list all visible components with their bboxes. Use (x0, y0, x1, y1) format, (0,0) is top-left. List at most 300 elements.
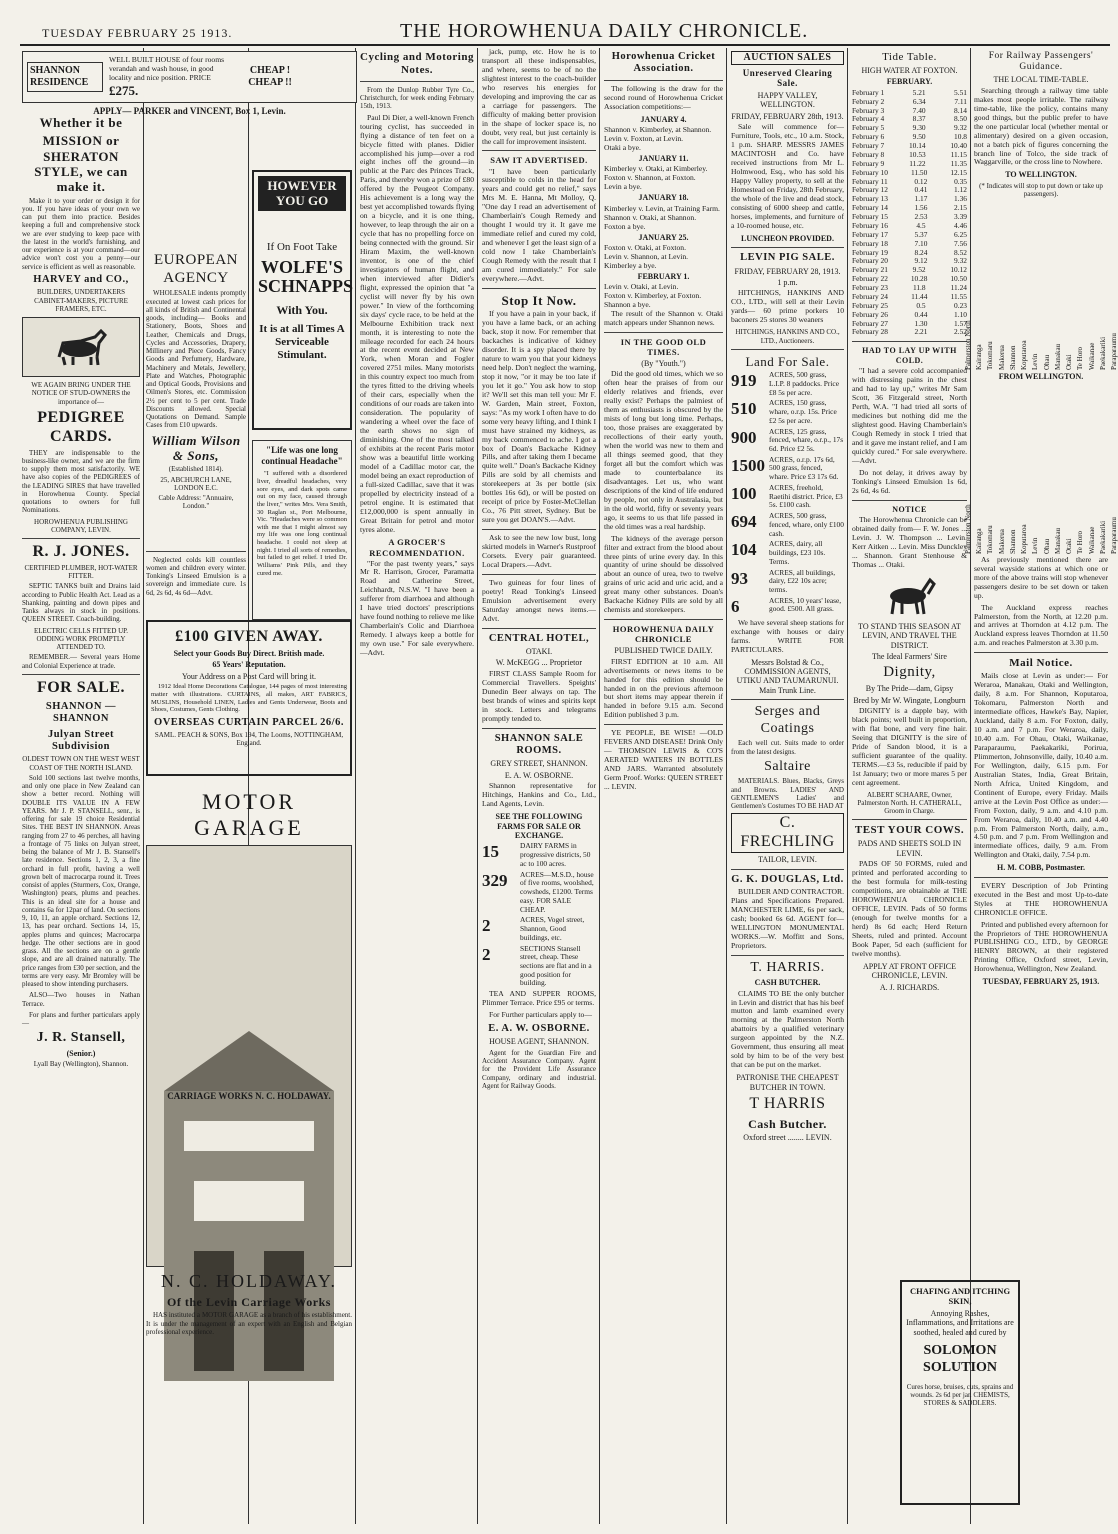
tide-cell: 10.40 (950, 141, 967, 151)
harris-body: CLAIMS TO BE the only butcher in Levin and district that has his beef mutton and lamb examined every morning at the Palmerston North abattoirs by a qualified veterinary surgeon appointed by the N.Z. Government, thus ensuring all meat sold by him to be of the very best that can be put on the market. (731, 988, 844, 1070)
tide-cell: February 25 (852, 300, 888, 310)
land-desc: ACRES, 125 grass, fenced, whare, o.r.p., 17s 6d. Price £2 5s. (769, 426, 844, 453)
tide-cell: February 21 (852, 265, 888, 275)
tide-cell: February 18 (852, 238, 888, 248)
grocer-body: "For the past twenty years," says Mr R. Harrison, Grocer, Paramatta Road and Catherine Street, Leichhardt, N.S.W. "I have been a sufferer from diarrhoea and although I have tried doctors' prescriptions have found nothing to relieve me like Chamberlain's Colic and Diarrhoea Remedy. I always keep a bottle for my own use." For sale everywhere.—Advt. (360, 558, 474, 658)
fixture-line: JANUARY 25. (638, 232, 689, 242)
newspaper-title: THE HOROWHENUA DAILY CHRONICLE. (400, 20, 809, 42)
tonking-advt: Two guineas for four lines of poetry! Read Tonking's Linseed Emulsion advertisement every Saturday amongst news items.—Advt. (482, 577, 596, 623)
chronicle-title: HOROWHENUA DAILY CHRONICLE (612, 624, 715, 645)
tide-cell: 0.44 (914, 309, 928, 319)
jones-remember: REMEMBER.— Several years Home and Colonial Experience at trade. (22, 653, 140, 670)
tide-cell: 10.8 (954, 132, 967, 142)
pedigree-firm: HOROWHENUA PUBLISHING COMPANY, LEVIN. (34, 517, 128, 534)
rooms-item: 2 SECTIONS Stansell street, cheap. These sections are flat and in a good position for building. (482, 943, 592, 988)
rooms-foot: Agent for the Guardian Fire and Accident Assurance Company. Agent for the Provident Life Assurance Company, ordinary and industrial. Agent for Railway Goods. (482, 1048, 596, 1090)
tide-cell: 9.32 (954, 123, 967, 133)
headache-quote: "Life was one long continual Headache" (261, 445, 343, 466)
jones-body: SEPTIC TANKS built and Drains laid according to Public Health Act. Lead as a Shanking, painting and down pipes and Tanks always in stock in positions. QUEEN STREET. Coach-building. (22, 582, 140, 624)
land-desc: ACRES, freehold, Raetihi district. Price, £3 5s. £100 cash. (769, 482, 843, 510)
furniture-body: Make it to your order or design it for you. If you have ideas of your own we can put them into practice. Besides keeping a full and comprehensive stock we are ever studying to keep pace with the latest in the world's furnishing, and our experience is at your command—our advice won't cost you a penny—our service is efficient as well as reasonable. (22, 196, 140, 271)
rooms-title: SHANNON SALE ROOMS. (494, 732, 584, 757)
column-rule (847, 48, 848, 1524)
station-label: Manakau (1053, 527, 1062, 554)
tide-cell: 11.8 (912, 283, 926, 293)
hotel-title: CENTRAL HOTEL, (488, 632, 590, 644)
furniture-lead: Whether it be (39, 115, 123, 130)
from-wellington: FROM WELLINGTON. (998, 372, 1084, 382)
rail-auckland: The Auckland express reaches Palmerston, from the North, at 12.20 p.m. and arrives at Thorndon at 4.12 p.m. The Auckland express leaves Thorndon at 11.50 a.m. and reaches Palmerston at 3.30 p.m. (974, 602, 1108, 648)
dignity-name: Dignity, (883, 664, 936, 681)
station-label: Kairanga (975, 528, 983, 554)
cold-title: HAD TO LAY UP WITH COLD. (862, 346, 957, 365)
fixture-line: Shannon v. Kimberley, at Shannon. (604, 125, 712, 135)
schnapps-ad (252, 170, 352, 430)
tide-cell: 11.55 (950, 291, 967, 301)
tide-cell: 5.21 (912, 87, 926, 97)
tide-sub: HIGH WATER AT FOXTON. (861, 65, 958, 75)
saltaire-body: MATERIALS. Blues, Blacks, Greys and Browns. LADIES' AND GENTLEMEN'S Ladies' and Gentlemen's Costumes TO BE HAD AT (731, 777, 844, 811)
tide-cell: 10.53 (909, 149, 926, 159)
residence-price: £275. (109, 82, 139, 98)
station-label: Shannon (1008, 345, 1017, 371)
cheap-label: CHEAP ! CHEAP !! (248, 65, 292, 88)
tide-cell: February 20 (852, 256, 888, 266)
tide-cell: 10.28 (910, 274, 928, 284)
rooms-name: E. A. W. OSBORNE. (488, 1023, 590, 1035)
tide-cell: 0.35 (954, 176, 967, 186)
rooms-item: 2 ACRES, Vogel street, Shannon, Good buildings, etc. (482, 915, 585, 942)
tide-cell: February 28 (852, 327, 888, 337)
tide-cell: February 17 (852, 229, 888, 239)
solomon-foot: Cures horse, bruises, cuts, sprains and wounds. 2s 6d per jar. CHEMISTS, STORES & SADDLERS. (906, 1382, 1014, 1408)
station-label: Makerua (997, 528, 1006, 554)
station-label: Te Horo (1076, 347, 1085, 371)
station-label: Otaki (1065, 538, 1073, 554)
frechling-name: C. FRECHLING (731, 813, 844, 853)
cycling-body: Paul Di Dier, a well-known French touring cyclist, has succeeded in flying a distance of ten feet on a bicycle fitted with planes. Didier accomplished his jump—over a rod eight inches off the ground—in public at the Parc des Princes Track, Paris, and thereby won a prize of £80 offered by the Peugeot Company. His achievement is a long way the best yet accomplished towards flying on a bicycle, and it is one thing, however, to leap through the air on a cycle that has no propelling force on being connected with the ground. Sir Hiram Maxim, the well-known inventor, is one of the chief investigators of human flight, and when interviewed after Didier's flight, expressed the opinion that "a cyclist will never fly by his own power." In view of the forthcoming six days' cycle race, to be held at the Melbourne Exhibition track next month, it is interesting to note the mileage recorded for each 24 hours at the recent event decided at New York, when Moran and Fogler covered 2751 miles. Many motorists in this country expect too much from the tyres fitted to the driving wheels of their cars, especially when the conditions of our roads are taken into consideration. The popularity of wandering a wheel over the face of the earth shows no sign of diminishing. One of the most talked of exhibits at the recent Paris motor show was a beautiful little working model of a Cadillac motor car, the model being an exact reproduction of a full-sized Cadillac, save that it was propelled by electricity instead of a petrol engine. It is estimated that £12,000,000 is spent annually in Great Britain for petrol and motor tyres alone. (360, 112, 474, 534)
land-item (731, 399, 844, 425)
harvey-trades: BUILDERS, UNDERTAKERS CABINET-MAKERS, PICTURE FRAMERS, ETC. (34, 288, 128, 313)
pig-date: FRIDAY, FEBRUARY 28, 1913. (734, 266, 841, 276)
jones-sub: CERTIFIED PLUMBER, HOT-WATER FITTER. (24, 563, 138, 581)
land-acres: 93 (731, 568, 748, 588)
land-item (731, 456, 844, 482)
land-item (731, 371, 844, 397)
harris-sub: CASH BUTCHER. (754, 978, 821, 988)
fixture-line: Levin v. Shannon, at Levin. (604, 251, 689, 261)
schnapps-mid: If On Foot Take (266, 240, 338, 253)
col5-top: jack, pump, etc. How he is to transport all these indispensables, and where, seems to be of no the slightest interest to the coach-builder who reserves his energies for developing and improving the car as a carriage for passengers. The difficulty of making better provision in the shape of locker space is, no doubt, very real, but just certainly is the call for improvement insistent. (482, 47, 596, 146)
pig-body: HITCHINGS, HANKINS AND CO., LTD., will sell at their Levin yards— 60 prime porkers 10 baconers 25 stores 30 weaners (731, 288, 844, 325)
european-title: EUROPEAN AGENCY (153, 252, 238, 286)
column-rule (477, 48, 478, 1524)
oldtimes-title: IN THE GOOD OLD TIMES. (620, 337, 707, 358)
serges-body: Each well cut. Suits made to order from the latest designs. (731, 739, 844, 756)
stand-text: TO STAND THIS SEASON AT LEVIN, AND TRAVEL THE DISTRICT. (858, 621, 961, 650)
headache-body: "I suffered with a disordered liver, dreadful headaches, very sore eyes, and dark spots came out on my face, caused through the liver," writes Mrs. Vera Smith, 30 Raglan st., Port Melbourne, Vic. "Headaches were so common with me that I might almost say my life was one long continual headache. I could not sleep at night. I tried all sorts of remedies, but failed to get relief. I tried Dr. Williams' Pink Pills, and they cured me. (257, 470, 347, 577)
fixture-line: Kimberley v. Otaki, at Kimberley. (604, 164, 708, 174)
holdaway-sub: Of the Levin Carriage Works (167, 1295, 331, 1310)
tide-cell: 10.14 (908, 141, 926, 151)
land-item (731, 569, 844, 595)
corsets-advt: Ask to see the new low bust, long skirted models in Warner's Rustproof Corsets. Every pair guaranteed. Local Drapers.—Advt. (482, 533, 596, 569)
stansell-senior: (Senior.) (66, 1048, 96, 1058)
stop-body: If you have a pain in your back, if you have a lame back, or an aching back, stop it now. For remember that backaches is indicative of kidney disorder. It is a spy placed there by nature to warn you that your kidneys need help. Don't neglect the warning, stop it now, "or it may be too late if you let it go." You ask how to stop it? We'll set this man tell you: Mr F. W. Garden, Main street, Foxton, says: "As my work I often have to do some very heavy lifting, and I think I must have strained my kidneys, as my back commenced to ache. I got a box of Doan's Backache Kidney Pills, and after taking them I became quite well." Doan's Backache Kidney Pills are sold by all chemists and storekeepers at 3s per bottle (six bottles 16s 6d), or will be posted on receipt of price by Foster-McClellan Co., 76 Pitt street, Sydney. But be sure you get DOAN'S.—Advt. (482, 309, 596, 525)
station-label: Paekakariki (1098, 337, 1107, 371)
land-item (731, 484, 844, 510)
land-item (731, 428, 844, 454)
land-desc: ACRES, 500 grass, fenced, whare, only £100 cash. (769, 511, 844, 538)
tide-cell: 0.12 (914, 176, 928, 186)
harvey-firm: HARVEY and CO., (33, 273, 129, 285)
rail-sub: THE LOCAL TIME-TABLE. (993, 75, 1089, 85)
forsale-plans: For plans and further particulars apply— (22, 1010, 140, 1028)
oldtimes-by: (By "Youth.") (641, 359, 686, 369)
saw-body: "I have been particularly susceptible to colds in the head for years and could get no relief," says Mrs M. E. Hanna, Mt Molloy, Q. "One day I read an advertisement of Chamberlain's Cough Remedy and thought I would try it. It gave me immediate relief and cured my cold, and whenever I get the least sign of a cold now I take Chamberlain's Cough Remedy with the result that I am cured immediately." For sale everywhere.—Advt. (482, 166, 596, 283)
tide-cell: 8.14 (954, 105, 967, 115)
column-9 (963, 48, 1118, 1528)
fixture-line: JANUARY 4. (640, 114, 687, 124)
cold-body: "I had a severe cold accompanied with distressing pains in the chest and had to lay up," writes Mr Sam Scott, 36 Fitzgerald street, North Perth, W.A. "I had tried all sorts of medicines but nothing did me the slightest good. Having Chamberlain's Cough Remedy in stock I tried that and it gave me instant relief, and I am quickly cured." For sale everywhere.—Advt. (852, 366, 967, 465)
land-item (731, 540, 844, 566)
given-l2: 65 Years' Reputation. (212, 660, 286, 670)
fixture-line: JANUARY 11. (638, 153, 689, 163)
tide-cell: 11.50 (910, 167, 928, 177)
schnapps-name: WOLFE'S SCHNAPPS (258, 256, 354, 297)
tide-cell: February 12 (852, 185, 888, 195)
delay-advt: Do not delay, it drives away by Tonking's Linseed Emulsion 1s 6d, 2s 6d, 4s 6d. (852, 467, 967, 495)
stop-title: Stop It Now. (501, 292, 577, 308)
column-rule (355, 48, 356, 1524)
tide-cell: 1.56 (914, 203, 928, 213)
rooms-item: 15 DAIRY FARMS in progressive districts, 50 ac to 100 acres. (482, 841, 591, 868)
station-label: Makerua (997, 345, 1006, 371)
station-label: Koputaroa (1020, 524, 1028, 554)
tide-cell: 11.15 (950, 149, 967, 159)
tide-cell: February 14 (852, 203, 888, 213)
tide-cell: 12.15 (950, 167, 967, 177)
residence-apply: APPLY— PARKER and VINCENT, Box 1, Levin. (93, 106, 286, 116)
land-acres: 694 (731, 512, 757, 532)
tide-cell: 7.11 (954, 96, 967, 106)
fixture-line: Foxton a bye. (604, 221, 646, 231)
tide-cell: 3.39 (954, 212, 967, 222)
wilson-firm: William Wilson & Sons, (151, 432, 241, 463)
tide-cell: 0.5 (916, 300, 926, 310)
test-body: PADS OF 50 FORMS, ruled and printed and perforated according to the best formula for milk-testing competitions, are obtainable at THE HOROWHENUA CHRONICLE OFFICE, LEVIN. Pads of 50 forms (enough for twelve months for a herd) 8s 6d each; Herd Return Sheets, ruled and printed. Account Book Paper, 5d each (sufficient for twelve months). (852, 859, 967, 958)
station-label: Otaki (1065, 354, 1073, 371)
tide-cell: February 26 (852, 309, 888, 319)
station-label: Kairanga (975, 344, 983, 371)
given-l3: Your Address on a Post Card will bring it. (181, 671, 317, 681)
fixture-line: Levin a bye. (604, 182, 642, 192)
tide-cell: 2.21 (914, 327, 928, 337)
dignity-body: DIGNITY is a dapple bay, with black points; well built in proportion, with flat bone, and very fine hair. Seeing that DIGNITY is the sire of Pride of Sandon blood, it is a sufficient guarantee of the quality. TERMS.—£3 5s, reducible if paid by 1st January; two or more mares 5 per cent agreement. (852, 706, 967, 787)
station-label: Waikanae (1087, 342, 1096, 371)
tide-cell: 11.24 (950, 283, 967, 293)
douglas-body: BUILDER AND CONTRACTOR. Plans and Specifications Prepared. MANCHESTER LIME, 6s per sack, cash; booked 6s 6d. AGENT for—WELLINGTON MONUMENTAL WORKS.—W. Moffitt and Sons, Proprietors. (731, 886, 844, 950)
notice-title: NOTICE (892, 504, 927, 514)
tide-cell: 10.50 (950, 274, 967, 284)
tide-table (852, 89, 967, 338)
stansell-name: J. R. Stansell, (36, 1030, 126, 1046)
pedigree-title: PEDIGREE CARDS. (37, 408, 125, 445)
postmaster: H. M. COBB, Postmaster. (997, 863, 1085, 873)
chafing-body: Annoying Rashes, Inflammations, and Irritations are soothed, healed and cured by (906, 1309, 1014, 1337)
test-sub: PADS AND SHEETS SOLD IN LEVIN. (857, 839, 962, 858)
station-label: Ohau (1042, 538, 1051, 554)
harris2-title: T HARRIS (749, 1095, 826, 1113)
tide-cell: 7.40 (912, 105, 926, 115)
land-list (731, 371, 844, 617)
tide-cell: 2.52 (954, 327, 967, 337)
rooms-item: 329 ACRES—M.S.D., house of five rooms, woolshed, cowsheds, £1200. Terms easy. FOR SALE CHEAP. (482, 869, 594, 914)
rail-note: As previously mentioned there are several wayside stations at which one or more of the above trains will stop whenever passengers desire to be set down or taken up. (974, 554, 1108, 600)
mail-title: Mail Notice. (1009, 657, 1073, 670)
given-body: 1912 Ideal Home Decorations Catalogue, 144 pages of most interesting matter with illustrations. CURTAINS, all makes, ART FABRICS, MUSLINS, Household LINEN, Ladies and Gents Underwear, Boots and Shoes, Costumes, Gents Clothing. (151, 683, 347, 714)
tide-cell: 11.35 (950, 158, 967, 168)
cricket-fixtures (604, 115, 723, 310)
schnapps-tag: It is at all Times A Serviceable Stimulant. (259, 323, 345, 362)
tide-cell: 9.32 (954, 256, 967, 266)
tide-month: FEBRUARY. (886, 77, 933, 87)
tide-cell: 1.12 (954, 185, 967, 195)
forsale-oldest: OLDEST TOWN ON THE WEST WEST COAST OF THE NORTH ISLAND. (22, 755, 140, 772)
tide-cell: 8.52 (954, 247, 967, 257)
serges-title: Serges and Coatings (754, 704, 821, 736)
tide-cell: February 5 (852, 123, 885, 133)
ideal-sire: The Ideal Farmers' Sire (872, 652, 947, 662)
land-item (731, 597, 844, 617)
given-firm: SAML. PEACH & SONS, Box 194, The Looms, NOTTINGHAM, England. (154, 731, 344, 748)
timetable-from-wellington (963, 384, 1118, 554)
fixture-line: Kimberley a bye. (604, 260, 657, 270)
colds-advt: Neglected colds kill countless women and children every winter. Tonking's Linseed Emulsion is a sovereign and immediate cure. 1s 6d, 2s 6d, 4s 6d—Advt. (146, 555, 246, 597)
station-label: Ohau (1042, 355, 1051, 371)
stansell-foot: Lyall Bay (Wellington), Shannon. (33, 1060, 129, 1069)
tide-cell: 6.25 (954, 229, 967, 239)
hotel-place: OTAKI. (525, 647, 553, 657)
column-7 (731, 48, 844, 1528)
land-item (731, 512, 844, 538)
station-label: Tokomaru (986, 525, 995, 554)
horse-illustration (22, 317, 140, 377)
wilson-cable: Cable Address: "Annuaire, London." (158, 494, 234, 511)
issue-date: TUESDAY FEBRUARY 25 1913. (42, 26, 233, 40)
grocer-title: A GROCER'S RECOMMENDATION. (369, 537, 465, 558)
harris2-foot: Oxford street ........ LEVIN. (743, 1133, 832, 1143)
station-label: Levin (1031, 537, 1040, 554)
dignity-bred: Bred by Mr W. Wingate, Longburn (853, 695, 966, 705)
tide-cell: 0.41 (914, 185, 928, 195)
harris-patronise: PATRONISE THE CHEAPEST BUTCHER IN TOWN. (736, 1073, 839, 1092)
rail-body: Searching through a railway time table makes most people irritable. The railway time-table, like the policy, contains many good things, but the public prefer to have the one particular local (whether mental or alimentary) desired on a given occasion, not a batch pick of figures concerning the branch line of Tolco, the side track of Waggarville, or the cross line to Nowhere. (974, 85, 1108, 167)
tide-cell: 2.53 (914, 212, 928, 222)
test-title: TEST YOUR COWS. (854, 824, 965, 837)
column-3 (252, 170, 352, 1528)
harris2-sub: Cash Butcher. (748, 1116, 827, 1131)
fixture-line: Levin v. Foxton, at Levin. (604, 134, 684, 143)
tide-cell: 4.46 (954, 220, 967, 230)
tide-cell: 11.44 (911, 291, 928, 301)
land-acres: 1500 (731, 455, 765, 475)
given-l1: Select your Goods Buy Direct. British made. (173, 648, 325, 658)
rooms-body: Shannon representative for Hitchings, Hankins and Co., Ltd., Land Agents, Levin. (482, 781, 596, 809)
masthead (20, 18, 1110, 46)
frechling-sub: TAILOR, LEVIN. (758, 855, 817, 865)
garage-sign: CARRIAGE WORKS N. C. HOLDAWAY. (167, 1090, 331, 1101)
dignity-by: By The Pride—dam, Gipsy (865, 684, 954, 694)
tide-cell: February 23 (852, 283, 888, 293)
fixture-line: Kimberley v. Levin, at Training Farm. (604, 203, 720, 213)
cycling-title: Cycling and Motoring Notes. (360, 51, 474, 76)
station-label: Paekakariki (1098, 520, 1107, 554)
rooms-tea: TEA AND SUPPER ROOMS, Plimmer Terrace. Price £95 or terms. (482, 989, 596, 1008)
fixture-line: Foxton v. Kimberley, at Foxton. (604, 291, 702, 301)
furniture-style: MISSION or SHERATON STYLE, we can make it. (34, 133, 128, 195)
residence-text: WELL BUILT HOUSE of four rooms verandah and wash house, in good locality and nice position. PRICE £275. (109, 54, 225, 98)
tide-cell: 9.50 (912, 132, 926, 142)
tide-cell: 9.30 (912, 123, 926, 133)
land-desc: ACRES, dairy, all buildings, £23 10s. Terms. (769, 539, 826, 566)
land-acres: 6 (731, 596, 740, 616)
tide-cell: February 2 (852, 96, 885, 106)
jones-cells: ELECTRIC CELLS FITTED UP. ODDING WORK PROMPTLY ATTENDED TO. (33, 626, 129, 652)
rooms-see: SEE THE FOLLOWING FARMS FOR SALE OR EXCHANGE. (495, 812, 583, 840)
schnapps-with: With You. (276, 303, 328, 318)
clearing-title: Unreserved Clearing Sale. (742, 67, 833, 89)
cycling-byline: From the Dunlop Rubber Tyre Co., Christchurch, for week ending February 15th, 1913. (360, 85, 474, 111)
column-4 (360, 48, 474, 1528)
tide-cell: February 6 (852, 132, 885, 142)
fixture-line: JANUARY 18. (638, 193, 689, 203)
tide-cell: February 27 (852, 318, 888, 328)
tide-cell: 5.37 (914, 229, 928, 239)
tide-cell: 2.15 (954, 203, 967, 213)
dignity-foot: ALBERT SCHAARE, Owner, Palmerston North. H. CATHERALL, Groom in Charge. (857, 790, 962, 816)
tide-cell: 6.34 (912, 96, 926, 106)
rooms-agent: E. A. W. OSBORNE. (504, 770, 574, 780)
column-1 (22, 112, 140, 1528)
tide-cell: 7.10 (914, 238, 928, 248)
fixture-line: Foxton v. Shannon, at Foxton. (604, 173, 696, 183)
column-rule (726, 48, 727, 1524)
tide-cell: February 22 (852, 274, 888, 284)
tide-cell: 8.37 (912, 114, 926, 124)
schnapps-top: HOWEVER YOU GO (258, 176, 346, 211)
clearing-body: Sale will commence for— Furniture, Tools, etc., 10 a.m. Stock, 1 p.m. SHARP. MESSRS JAMES MACINTOSH and Co. have received instructions from Mr L. Holmwood, Esq., who has sold his Happy Valley property, to sell at the Homestead on Friday, 28th February, the whole of the live and dead stock, consisting of 6000 sheep and cattle, horses, implements, and furniture of a 10-roomed house, etc. (731, 122, 844, 230)
station-label: Manakau (1053, 344, 1062, 371)
land-acres: 510 (731, 399, 757, 419)
saltaire-title: Saltaire (764, 758, 811, 774)
kidney-body: The kidneys of the average person filter and extract from the blood about three pints of urine every day. In this quantity of urine should be dissolved about an ounce of urea, two to twelve grains of uric acid and uric acid, and a great many other substances. Doan's Backache Kidney Pills are sold by all chemists and storekeepers. (604, 533, 723, 615)
land-desc: ACRES, 150 grass, whare, o.r.p. 15s. Price £2 5s per acre. (769, 398, 837, 425)
pedigree-intro: WE AGAIN BRING UNDER THE NOTICE OF STUD-OWNERS the importance of— (31, 381, 131, 406)
headache-ad (252, 440, 352, 620)
tide-cell: 11.22 (909, 158, 926, 168)
tide-cell: February 7 (852, 141, 885, 151)
land-acres: 100 (731, 483, 757, 503)
tide-cell: 1.36 (954, 194, 967, 204)
auction-header: AUCTION SALES (731, 51, 844, 65)
job-printing: EVERY Description of Job Printing executed in the Best and most Up-to-date Styles at THE HOROWHENUA CHRONICLE OFFICE. (974, 880, 1108, 917)
chronicle-body: FIRST EDITION at 10 a.m. All advertisements or news items to be handed for this edition should be handed in on the previous afternoon but short items may appear therein if handed in before 9.15 a.m. Second Edition published 3 p.m. (604, 656, 723, 720)
wilson-est: (Established 1814). (168, 465, 224, 474)
tide-cell: February 15 (852, 212, 888, 222)
tide-title: Tide Table. (882, 51, 937, 63)
land-desc: ACRES, 10 years' lease, good. £500. All grass. (769, 595, 842, 614)
station-label: Tokomaru (986, 341, 995, 371)
tide-cell: February 8 (852, 149, 885, 159)
tide-cell: 1.57 (954, 318, 967, 328)
fixture-line: Otaki a bye. (604, 142, 641, 152)
test-apply: APPLY AT FRONT OFFICE CHRONICLE, LEVIN. (862, 961, 957, 981)
column-6 (604, 48, 723, 1528)
holdaway-body: HAS instituted a MOTOR GARAGE as a branch of his establishment. It is under the management of an expert with an English and Belgian professional experience. (146, 1311, 352, 1336)
land-desc: ACRES, o.r.p. 17s 6d, 500 grass, fenced, whare. Price £3 17s 6d. (769, 454, 839, 482)
station-label: Palmerston North (963, 320, 972, 371)
tide-cell: 4.5 (916, 220, 926, 230)
fixture-line: Foxton v. Otaki, at Foxton. (604, 242, 686, 252)
station-label: Shannon (1008, 529, 1017, 554)
station-label: Palmerston North (963, 504, 972, 554)
tide-cell: 5.51 (954, 87, 967, 97)
given-parcel: OVERSEAS CURTAIN PARCEL 26/6. (154, 716, 344, 728)
forsale-sub: SHANNON — SHANNON (45, 700, 117, 725)
rail-title: For Railway Passengers' Guidance. (988, 51, 1094, 73)
notice-body: The Horowhenua Chronicle can be obtained daily from— F. W. Jones ... Levin. J. W. Thompson ... Levin. Kerr Aitken ... Levin. Miss Dunckley ... Shannon. Grant Stenhouse & Thomas ... Otaki. (852, 515, 967, 569)
chafing-title: CHAFING AND ITCHING SKIN, (909, 1286, 1011, 1307)
cricket-intro: The following is the draw for the second round of Horowhenua Cricket Association competitions:— (604, 83, 723, 111)
rooms-house: HOUSE AGENT, SHANNON. (489, 1037, 589, 1047)
column-rule (143, 48, 144, 1524)
luncheon: LUNCHEON PROVIDED. (741, 233, 834, 243)
solomon-name: SOLOMON SOLUTION (923, 1343, 997, 1376)
tide-cell: 1.10 (954, 309, 967, 319)
station-label: Paraparaumu (1110, 333, 1118, 371)
station-label: Waikanae (1087, 526, 1096, 554)
tide-cell: 0.23 (954, 300, 967, 310)
forsale-title: FOR SALE. (36, 678, 126, 696)
rooms-addr: GREY STREET, SHANNON. (490, 759, 588, 769)
tide-cell: February 13 (852, 194, 888, 204)
tide-cell: February 19 (852, 247, 888, 257)
to-wellington: TO WELLINGTON. (1005, 170, 1077, 180)
garage-title: MOTOR GARAGE (194, 789, 304, 840)
wilson-addr: 25, ABCHURCH LANE, LONDON E.C. (160, 475, 232, 492)
land-note: We have several sheep stations for exchange with houses or dairy farms. WRITE FOR PARTICULARS. (731, 617, 844, 654)
jones-name: R. J. JONES. (32, 543, 130, 561)
clearing-place: HAPPY VALLEY, WELLINGTON. (757, 91, 818, 110)
station-label: Te Horo (1076, 530, 1085, 554)
tide-cell: February 4 (852, 114, 885, 124)
forsale-headline: Julyan Street Subdivision (47, 728, 115, 752)
tide-cell: 8.50 (954, 114, 967, 124)
fixture-line: FEBRUARY 1. (637, 271, 690, 281)
richards: A. J. RICHARDS. (879, 982, 940, 992)
holdaway-name: N. C. HOLDAWAY. (160, 1270, 338, 1291)
forsale-body: Sold 100 sections last twelve months, and only one place in New Zealand can show a better record. Nothing will DOUBLE ITS VALUE IN A FEW YEARS. Mr J. P. STANSELL, senr., is offering for sale 19 choice Residential Sites. THE BEST IN SHANNON. Areas ranging from 27 to 46 perches, all having a frontage of 75 links on Julyan street, being the balance of Mr J. B. Stansell's late residence. Sections 1, 2, 3, a fine orchard in full profit, having a well grown belt of macrocarpa round it. Trees consist of apples (Sturmers, Cox, Orange, Washington) pears, plums and peaches. This is an ideal site for a house and contains 6a for 12par of land. On sections 9, 10, 11, an apple orchard. Sections 12, 13, has pear orchard. Sections 14, 15, apples plums and quinces; Macrocarpa hedge. The other sections are in good grass. All the sections are on a gentle slope, and are all drained naturally. The price ranges from £30 per section, and the terms are very easy. Mr Bromley will be pleased to show intending purchasers. (22, 773, 140, 989)
column-5 (482, 48, 596, 1528)
station-label: Koputaroa (1020, 340, 1028, 371)
tide-cell: 9.52 (912, 265, 926, 275)
rail-indicates: (* Indicates will stop to put down or take up passengers). (979, 181, 1103, 199)
given-head: £100 GIVEN AWAY. (175, 628, 323, 645)
fixture-line: Shannon v. Otaki, at Shannon. (604, 212, 697, 222)
clearing-date: FRIDAY, FEBRUARY 28th, 1913. (731, 111, 844, 121)
tide-cell: 1.17 (914, 194, 928, 204)
